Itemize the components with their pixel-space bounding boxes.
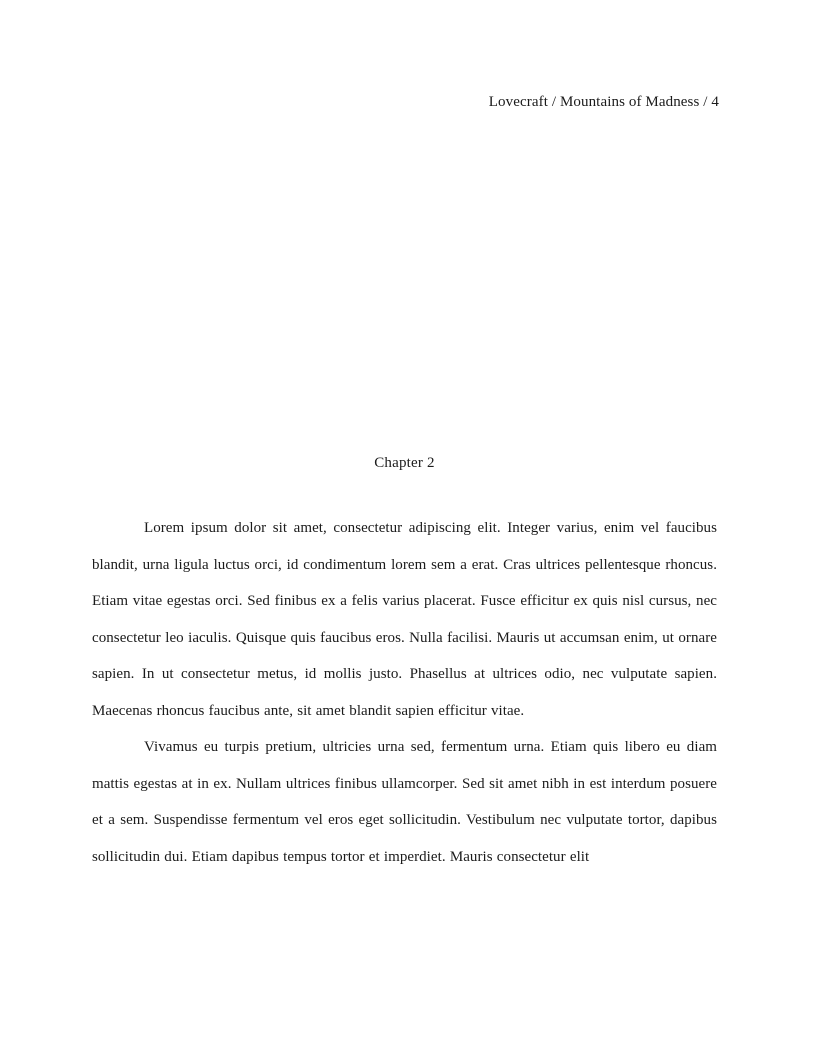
body-paragraph: Lorem ipsum dolor sit amet, consectetur adipiscing elit. Integer varius, enim vel faucibus blandit, urna ligula luctus orci, id condimentum lorem sem a erat. Cras ultrices pellentesque rhoncus. Etiam vitae egestas orci. Sed finibus ex a felis varius placerat. Fusce efficitur ex quis nisl cursus, nec consectetur leo iaculis. Quisque quis faucibus eros. Nulla facilisi. Mauris ut accumsan enim, ut ornare sapien. In ut consectetur metus, id mollis justo. Phasellus at ultrices odio, nec vulputate sapien. Maecenas rhoncus faucibus ante, sit amet blandit sapien efficitur vitae.	[92, 520, 717, 719]
chapter-heading: Chapter 2	[374, 455, 435, 471]
body-paragraph: Vivamus eu turpis pretium, ultricies urna sed, fermentum urna. Etiam quis libero eu diam mattis egestas at in ex. Nullam ultrices finibus ullamcorper. Sed sit amet nibh in est interdum posuere et a sem. Suspendisse fermentum vel eros eget sollicitudin. Vestibulum nec vulputate tortor, dapibus sollicitudin dui. Etiam dapibus tempus tortor et imperdiet. Mauris consectetur elit	[92, 739, 717, 865]
document-body	[92, 455, 717, 875]
running-head: Lovecraft / Mountains of Madness / 4	[488, 94, 719, 110]
